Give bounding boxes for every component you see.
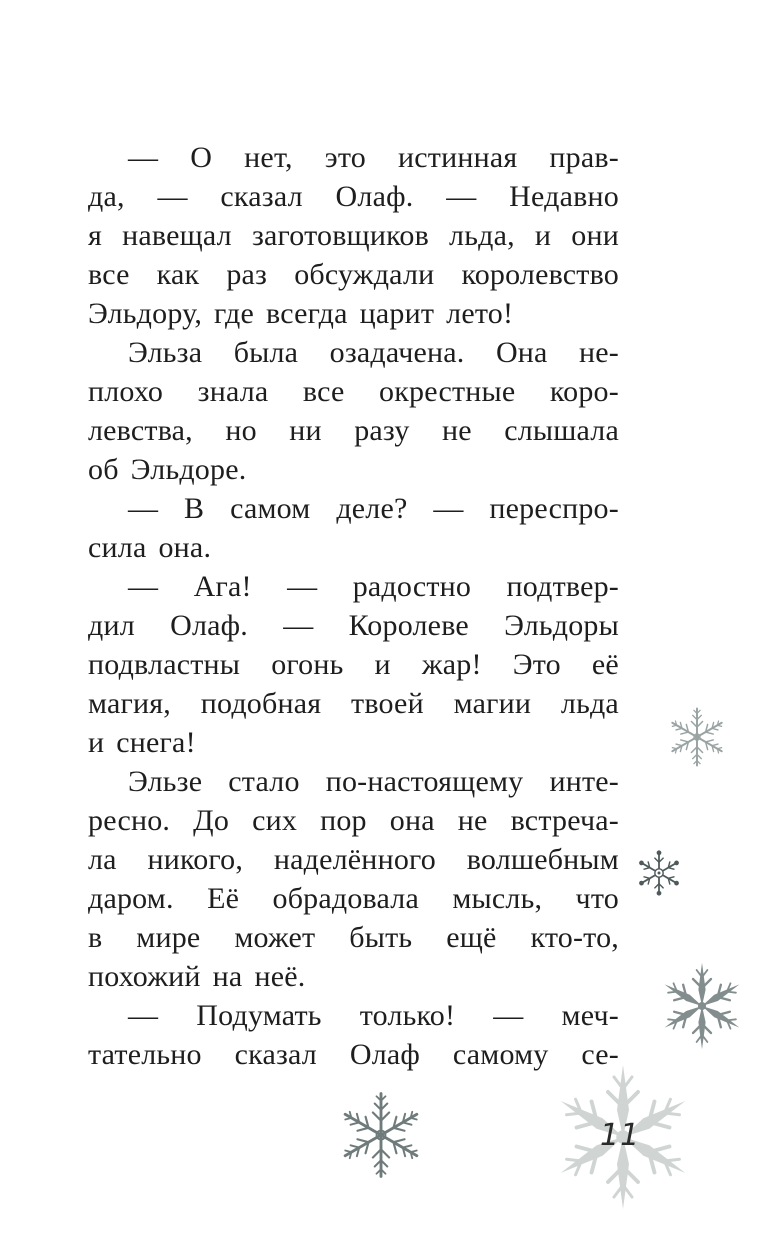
text-line	[88, 879, 619, 918]
text-word: —	[287, 570, 318, 603]
text-word: магия,	[88, 687, 171, 720]
text-word: как	[156, 258, 200, 291]
text-word: никого,	[147, 843, 244, 876]
text-word: но	[225, 414, 257, 447]
text-word: они	[571, 219, 619, 252]
text-word: снега!	[116, 726, 196, 759]
text-word: Подумать	[196, 999, 322, 1032]
text-word: самом	[230, 492, 311, 525]
text-word: Ага!	[193, 570, 252, 603]
text-word: Эльдору,	[88, 297, 203, 330]
snowflake-icon-right-lower	[657, 961, 747, 1051]
text-line	[88, 255, 619, 294]
text-line	[88, 996, 619, 1035]
text-word: Королеве	[348, 609, 469, 642]
text-word: навещал	[122, 219, 232, 252]
text-line	[88, 801, 619, 840]
text-word: это	[324, 141, 366, 174]
text-word: всегда	[266, 297, 348, 330]
text-line	[88, 840, 619, 879]
text-word: левства,	[88, 414, 193, 447]
text-word: неё.	[254, 960, 306, 993]
text-word: все	[302, 375, 345, 408]
text-word: До	[193, 804, 230, 837]
text-word: подвластны	[88, 648, 241, 681]
text-line	[88, 684, 619, 723]
text-word: О	[190, 141, 213, 174]
text-word: —	[128, 492, 159, 525]
text-word: и	[374, 648, 391, 681]
text-word: озадачена.	[329, 336, 465, 369]
text-word: что	[575, 882, 619, 915]
text-word: сила	[88, 531, 147, 564]
text-word: самому	[452, 1038, 549, 1071]
page-body-text	[88, 138, 619, 1074]
text-word: быть	[349, 921, 413, 954]
text-line	[88, 918, 619, 957]
text-word: ресно.	[88, 804, 171, 837]
text-word: меч-	[561, 999, 619, 1032]
text-line	[88, 177, 619, 216]
text-word: Олаф.	[170, 609, 248, 642]
text-word: мире	[136, 921, 201, 954]
text-word: плохо	[88, 375, 164, 408]
text-line	[88, 294, 619, 333]
snowflake-icon-bottom-center	[336, 1090, 426, 1180]
text-word: льда	[560, 687, 619, 720]
text-line	[88, 411, 619, 450]
text-word: Олаф.	[335, 180, 414, 213]
text-line	[88, 723, 619, 762]
text-word: окрестные	[379, 375, 516, 408]
text-line	[88, 216, 619, 255]
text-word: об	[88, 453, 119, 486]
text-line	[88, 957, 619, 996]
text-word: в	[88, 921, 103, 954]
text-word: стало	[228, 765, 300, 798]
text-word: только!	[359, 999, 456, 1032]
text-word: она	[389, 804, 435, 837]
text-word: обсуждали	[294, 258, 435, 291]
text-word: я	[88, 219, 102, 252]
text-word: Её	[207, 882, 240, 915]
text-line	[88, 489, 619, 528]
text-word: не-	[579, 336, 619, 369]
text-word: твоей	[351, 687, 424, 720]
text-word: —	[493, 999, 524, 1032]
text-word: —	[157, 180, 188, 213]
text-word: королевство	[461, 258, 619, 291]
text-word: знала	[197, 375, 269, 408]
text-word: радостно	[352, 570, 472, 603]
text-word: волшебным	[466, 843, 619, 876]
text-word: её	[591, 648, 619, 681]
text-line	[88, 762, 619, 801]
text-word: царит	[359, 297, 435, 330]
text-word: прав-	[549, 141, 619, 174]
snowflake-icon-right-upper	[666, 706, 728, 768]
text-word: была	[233, 336, 299, 369]
text-word: наделённого	[273, 843, 436, 876]
text-word: мысль,	[452, 882, 543, 915]
page-number: 11	[600, 1118, 641, 1153]
text-word: инте-	[549, 765, 619, 798]
text-word: ещё	[446, 921, 497, 954]
text-word: разу	[354, 414, 410, 447]
text-line	[88, 372, 619, 411]
text-word: по-настоящему	[325, 765, 524, 798]
text-word: может	[234, 921, 316, 954]
text-line	[88, 567, 619, 606]
text-word: дил	[88, 609, 135, 642]
text-word: нет,	[244, 141, 293, 174]
text-word: огонь	[271, 648, 344, 681]
text-word: Это	[512, 648, 561, 681]
text-word: —	[433, 492, 464, 525]
text-word: льда,	[449, 219, 515, 252]
text-word: все	[88, 258, 130, 291]
text-word: даром.	[88, 882, 174, 915]
text-line	[88, 645, 619, 684]
text-word: и	[534, 219, 552, 252]
text-word: сказал	[220, 180, 303, 213]
text-word: коро-	[549, 375, 619, 408]
text-word: заготовщиков	[251, 219, 429, 252]
text-word: сих	[252, 804, 298, 837]
text-word: на	[212, 960, 243, 993]
text-word: —	[128, 570, 159, 603]
text-line	[88, 450, 619, 489]
text-word: ла	[88, 843, 117, 876]
text-word: Олаф	[349, 1038, 421, 1071]
text-word: подтвер-	[506, 570, 619, 603]
text-word: се-	[581, 1038, 619, 1071]
text-word: тательно	[88, 1038, 202, 1071]
text-word: слышала	[504, 414, 619, 447]
text-word: —	[128, 999, 159, 1032]
text-word: магии	[453, 687, 532, 720]
text-word: —	[446, 180, 477, 213]
text-word: Эльза	[128, 336, 203, 369]
text-word: жар!	[421, 648, 482, 681]
text-word: Эльдоры	[504, 609, 619, 642]
text-word: раз	[226, 258, 268, 291]
text-word: Недавно	[509, 180, 619, 213]
text-word: В	[184, 492, 205, 525]
text-line	[88, 606, 619, 645]
text-word: —	[128, 141, 159, 174]
text-line	[88, 1035, 619, 1074]
text-word: переспро-	[489, 492, 619, 525]
text-word: где	[214, 297, 255, 330]
text-word: истинная	[398, 141, 518, 174]
text-line	[88, 528, 619, 567]
text-word: не	[457, 804, 488, 837]
text-line	[88, 333, 619, 372]
text-word: пор	[320, 804, 367, 837]
text-word: похожий	[88, 960, 201, 993]
text-word: подобная	[200, 687, 322, 720]
text-word: —	[283, 609, 314, 642]
text-word: встреча-	[510, 804, 619, 837]
text-word: обрадовала	[272, 882, 419, 915]
text-word: Она	[495, 336, 548, 369]
text-word: Эльзе	[128, 765, 203, 798]
text-word: лето!	[446, 297, 514, 330]
text-word: сказал	[234, 1038, 317, 1071]
text-line	[88, 138, 619, 177]
text-word: она.	[158, 531, 212, 564]
text-word: деле?	[336, 492, 408, 525]
text-word: Эльдоре.	[130, 453, 247, 486]
text-word: не	[441, 414, 472, 447]
text-word: и	[88, 726, 105, 759]
text-word: да,	[88, 180, 125, 213]
snowflake-icon-right-small	[634, 848, 684, 898]
text-word: кто-то,	[530, 921, 619, 954]
text-word: ни	[289, 414, 322, 447]
